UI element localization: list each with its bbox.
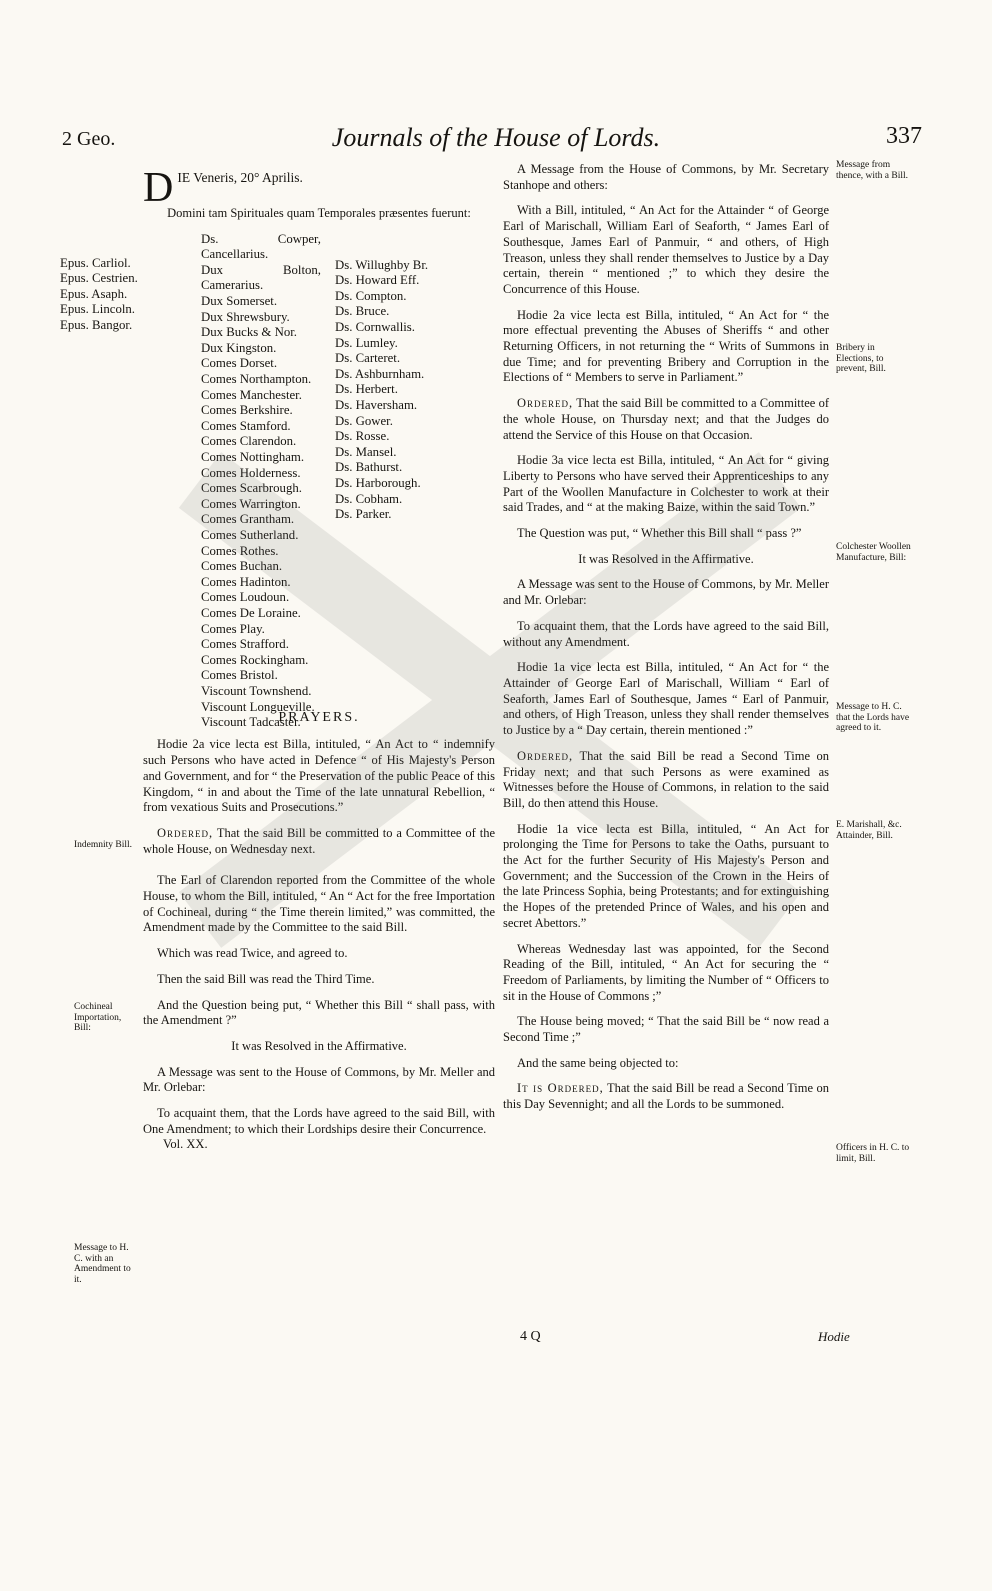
temporal-lords-list <box>201 232 321 731</box>
member-name: Dux Somerset. <box>201 294 278 309</box>
member-name: Viscount Longueville. <box>201 699 315 714</box>
member-name: Dux Bolton, Camerarius. <box>201 262 321 293</box>
member-name: Ds. Carteret. <box>335 351 401 366</box>
ordered-lead: It is Ordered, <box>517 1081 604 1096</box>
present-intro: Domini tam Spirituales quam Temporales præsentes fuerunt: <box>167 206 471 220</box>
member-name: Ds. Cowper, Cancellarius. <box>201 231 321 262</box>
member-name: Ds. Ashburnham. <box>335 366 425 381</box>
drop-cap: D <box>143 165 174 211</box>
paragraph: Hodie 2a vice lecta est Billa, intituled, “ An Act for “ the more effectual preventing the Abuses of Sheriffs “ and other Returning Officers, in not returning the “ Writs of Summons in due Time; and for preventing Bribery and Corruption in the Elections of “ Members to serve in Parliament.” <box>503 307 829 385</box>
member-name: Comes Buchan. <box>201 559 283 574</box>
member-name: Ds. Howard Eff. <box>335 273 420 288</box>
paragraph <box>503 1081 829 1112</box>
bishops-list <box>60 256 138 334</box>
paragraph: It was Resolved in the Affirmative. <box>231 1038 407 1053</box>
paragraph: The Earl of Clarendon reported from the Committee of the whole House, to whom the Bill, intituled, “ An “ Act for the free Importation of Cochineal, during “ the Time therein limited,” was committed, the Amendment made by the Committee to the said Bill. <box>143 873 495 935</box>
paragraph-text: That the said Bill be read a Second Time on this Day Sevennight; and all the Lords to be summoned. <box>503 1081 829 1112</box>
volume-label: Vol. XX. <box>163 1137 208 1152</box>
paragraph: Whereas Wednesday last was appointed, for the Second Reading of the Bill, intituled, “ An Act for securing the “ Freedom of Parliaments, by limiting the Number of “ Officers to sit in the House of Commons ;” <box>503 941 829 1003</box>
margin-note-officers: Officers in H. C. to limit, Bill. <box>836 1143 910 1164</box>
member-name: Dux Kingston. <box>201 340 277 355</box>
paragraph: Hodie 1a vice lecta est Billa, intituled, “ An Act for prolonging the Time for Persons to take the Oaths, pursuant to the Act for the further Security of His Majesty's Person and Government; and the Succession of the Crown in the Heirs of the late Princess Sophia, being Protestants; and for extinguishing the Hopes of the pretended Prince of Wales, and his open and secret Abettors.” <box>503 821 829 930</box>
member-name: Ds. Lumley. <box>335 335 398 350</box>
ordered-lead: Ordered, <box>517 396 574 411</box>
member-name: Comes Dorset. <box>201 356 278 371</box>
paragraph: Then the said Bill was read the Third Time. <box>157 971 375 986</box>
member-name: Ds. Compton. <box>335 288 407 303</box>
paragraph-text: That the said Bill be committed to a Committee of the whole House, on Thursday next; and that the Judges do attend the Service of this House on that Occasion. <box>503 396 829 442</box>
member-name: Comes Holderness. <box>201 465 301 480</box>
paragraph-text: That the said Bill be committed to a Committee of the whole House, on Wednesday next. <box>143 825 495 856</box>
page-title: Journals of the House of Lords. <box>331 123 661 152</box>
member-name: Comes Northampton. <box>201 372 312 387</box>
member-name: Ds. Harborough. <box>335 476 421 491</box>
paragraph: It was Resolved in the Affirmative. <box>578 551 754 566</box>
paragraph-text: That the said Bill be read a Second Time on Friday next; and that such Persons as were examined as Witnesses before the House of Commons, in relation to the said Bill, do then attend this House. <box>503 748 830 810</box>
margin-note-marishall: E. Marishall, &c. Attainder, Bill. <box>836 820 902 841</box>
member-name: Comes Play. <box>201 621 265 636</box>
paragraph: With a Bill, intituled, “ An Act for the Attainder “ of George Earl of Marischall, William Earl of Seaforth, “ James Earl of Southesque, James Earl of Panmuir, “ and others, of High Treason, unless they shall render themselves to Justice by a Day certain, therein “ mentioned ;” to which they desire the Concurrence of this House. <box>503 203 829 296</box>
member-name: Epus. Asaph. <box>60 286 128 301</box>
header-session: 2 Geo. <box>62 128 116 150</box>
member-name: Ds. Bathurst. <box>335 460 403 475</box>
paragraph: And the same being objected to: <box>517 1055 679 1070</box>
paragraph <box>503 396 829 443</box>
margin-note-message-from: Message from thence, with a Bill. <box>836 160 909 181</box>
member-name: Viscount Townshend. <box>201 683 312 698</box>
margin-note-cochineal: Cochineal Importation, Bill: <box>74 1002 122 1033</box>
member-name: Ds. Rosse. <box>335 429 390 444</box>
paragraph: And the Question being put, “ Whether this Bill “ shall pass, with the Amendment ?” <box>143 997 495 1028</box>
prayers-heading: PRAYERS. <box>278 709 360 725</box>
member-name: Comes Grantham. <box>201 512 295 527</box>
paragraph: Hodie 3a vice lecta est Billa, intituled, “ An Act for “ giving Liberty to Persons who have served their Apprenticeships to any Part of the Woollen Manufacture in Colchester to work at their said Trades, and “ at the making Baize, within the said Town.” <box>503 453 829 515</box>
member-name: Ds. Parker. <box>335 507 392 522</box>
page-number: 337 <box>886 123 922 149</box>
member-name: Comes Loudoun. <box>201 590 290 605</box>
ordered-lead: Ordered, <box>157 825 214 840</box>
member-name: Dux Shrewsbury. <box>201 309 290 324</box>
member-name: Epus. Cestrien. <box>60 271 138 286</box>
member-name: Epus. Carliol. <box>60 255 131 270</box>
paragraph <box>503 749 829 812</box>
barons-list <box>335 258 428 523</box>
margin-note-message-agreed: Message to H. C. that the Lords have agreed to it. <box>836 702 910 733</box>
paragraph: A Message was sent to the House of Commons, by Mr. Meller and Mr. Orlebar: <box>503 577 829 608</box>
member-name: Ds. Cornwallis. <box>335 320 415 335</box>
member-name: Comes Berkshire. <box>201 403 293 418</box>
paragraph: A Message was sent to the House of Commons, by Mr. Meller and Mr. Orlebar: <box>143 1064 495 1095</box>
paragraph: To acquaint them, that the Lords have agreed to the said Bill, without any Amendment. <box>503 618 829 649</box>
paragraph <box>143 826 495 857</box>
member-name: Comes De Loraine. <box>201 605 301 620</box>
session-date <box>143 160 495 211</box>
paragraph: To acquaint them, that the Lords have agreed to the said Bill, with One Amendment; to which their Lordships desire their Concurrence. <box>143 1106 495 1136</box>
member-name: Ds. Cobham. <box>335 491 403 506</box>
margin-note-message-amendment: Message to H. C. with an Amendment to it. <box>74 1243 131 1285</box>
margin-note-colchester: Colchester Woollen Manufacture, Bill: <box>836 542 911 563</box>
paragraph: The Question was put, “ Whether this Bill shall “ pass ?” <box>517 526 802 541</box>
member-name: Epus. Lincoln. <box>60 302 135 317</box>
ordered-lead: Ordered, <box>517 748 574 763</box>
member-name: Ds. Mansel. <box>335 444 397 459</box>
member-name: Comes Warrington. <box>201 496 301 511</box>
member-name: Comes Bristol. <box>201 668 278 683</box>
member-name: Comes Scarbrough. <box>201 481 302 496</box>
member-name: Comes Stamford. <box>201 418 291 433</box>
date-line-text: IE Veneris, 20° Aprilis. <box>177 170 303 185</box>
paragraph: A Message from the House of Commons, by Mr. Secretary Stanhope and others: <box>503 162 829 192</box>
member-name: Comes Strafford. <box>201 637 289 652</box>
member-name: Ds. Gower. <box>335 413 393 428</box>
margin-note-indemnity: Indemnity Bill. <box>74 840 133 850</box>
catchword: Hodie <box>818 1329 850 1344</box>
member-name: Comes Clarendon. <box>201 434 297 449</box>
member-name: Comes Nottingham. <box>201 450 305 465</box>
margin-note-bribery: Bribery in Elections, to prevent, Bill. <box>836 343 886 374</box>
signature-mark: 4 Q <box>520 1329 541 1344</box>
paragraph: The House being moved; “ That the said Bill be “ now read a Second Time ;” <box>503 1014 829 1045</box>
member-name: Comes Rothes. <box>201 543 279 558</box>
member-name: Ds. Willughby Br. <box>335 257 429 272</box>
member-name: Comes Rockingham. <box>201 652 309 667</box>
member-name: Comes Hadinton. <box>201 574 291 589</box>
member-name: Ds. Bruce. <box>335 304 390 319</box>
member-name: Epus. Bangor. <box>60 318 133 333</box>
paragraph: Hodie 2a vice lecta est Billa, intituled, “ An Act to “ indemnify such Persons who have acted in Defence “ of His Majesty's Person and Government, and for “ the Preservation of the public Peace of this Kingdom, “ in and about the Time of the late unnatural Rebellion, “ from vexatious Suits and Prosecutions.” <box>143 737 495 815</box>
member-name: Viscount Tadcaster. <box>201 715 301 730</box>
member-name: Ds. Herbert. <box>335 382 398 397</box>
right-column <box>503 162 829 1123</box>
member-name: Dux Bucks & Nor. <box>201 325 297 340</box>
member-name: Comes Sutherland. <box>201 527 299 542</box>
member-name: Comes Manchester. <box>201 387 302 402</box>
paragraph: Hodie 1a vice lecta est Billa, intituled, “ An Act for “ the Attainder of George Earl of Marischall, William “ Earl of Seaforth, James Earl of Southesque, James “ Earl of Panmuir, and others, of High Treason, unless they shall render themselves to Justice by a “ Day certain, therein mentioned :” <box>503 660 829 738</box>
paragraph: Which was read Twice, and agreed to. <box>157 946 348 961</box>
member-name: Ds. Haversham. <box>335 398 418 413</box>
